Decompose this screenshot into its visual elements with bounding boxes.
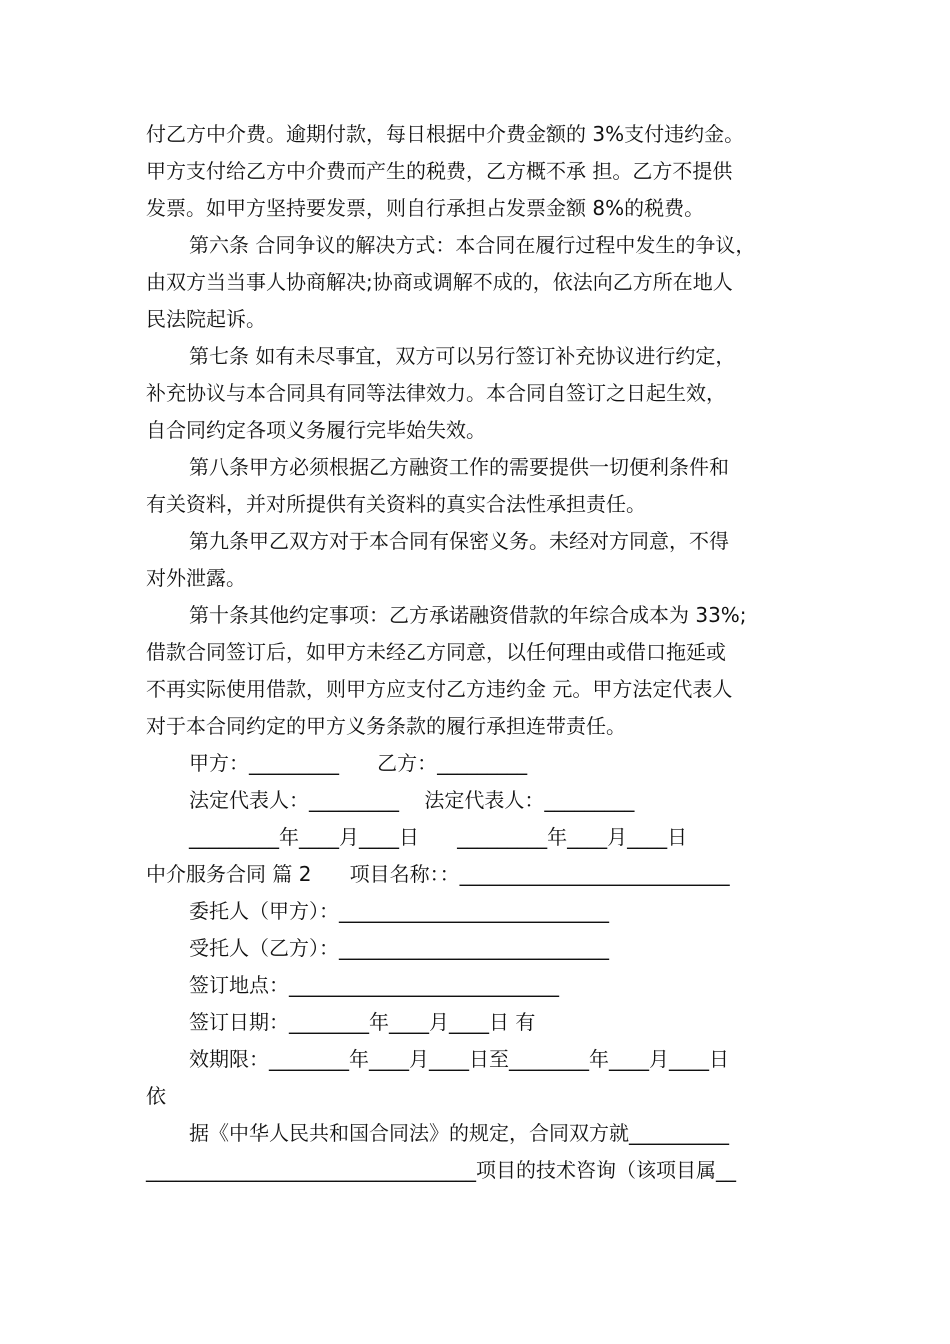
text-line: 有关资料，并对所提供有关资料的真实合法性承担责任。 [146, 492, 646, 516]
signature-line: 法定代表人：_________ 法定代表人：_________ [189, 788, 635, 812]
form-field-line: 签订日期：________年____月____日 有 [189, 1010, 536, 1034]
text-line: 发票。如甲方坚持要发票，则自行承担占发票金额 8%的税费。 [146, 196, 705, 220]
date-line: _________年____月____日 _________年____月____日 [189, 825, 688, 849]
text-line: 借款合同签订后，如甲方未经乙方同意，以任何理由或借口拖延或 [146, 640, 726, 664]
text-line: 对外泄露。 [146, 566, 246, 590]
text-line: 自合同约定各项义务履行完毕始失效。 [146, 418, 486, 442]
text-line: 第十条其他约定事项：乙方承诺融资借款的年综合成本为 33%; [189, 603, 747, 627]
text-line: 据《中华人民共和国合同法》的规定，合同双方就__________ [189, 1121, 729, 1145]
text-line: 第八条甲方必须根据乙方融资工作的需要提供一切便利条件和 [189, 455, 729, 479]
text-line: 对于本合同约定的甲方义务条款的履行承担连带责任。 [146, 714, 626, 738]
form-field-line: 效期限：________年____月____日至________年____月____日 [189, 1047, 729, 1071]
form-field-line: 委托人（甲方）：___________________________ [189, 899, 609, 923]
text-line: _________________________________项目的技术咨询（该项目属__ [146, 1158, 736, 1182]
text-line: 补充协议与本合同具有同等法律效力。本合同自签订之日起生效， [146, 381, 726, 405]
section-heading: 中介服务合同 篇 2 项目名称：：___________________________ [146, 862, 730, 886]
text-line: 依 [146, 1084, 166, 1108]
text-line: 不再实际使用借款，则甲方应支付乙方违约金 元。甲方法定代表人 [146, 677, 733, 701]
text-line: 第六条 合同争议的解决方式：本合同在履行过程中发生的争议， [189, 233, 756, 257]
signature-line: 甲方：_________ 乙方：_________ [189, 751, 528, 775]
text-line: 第九条甲乙双方对于本合同有保密义务。未经对方同意，不得 [189, 529, 729, 553]
form-field-line: 签订地点：___________________________ [189, 973, 559, 997]
text-line: 付乙方中介费。逾期付款，每日根据中介费金额的 3%支付违约金。 [146, 122, 745, 146]
text-line: 第七条 如有未尽事宜，双方可以另行签订补充协议进行约定， [189, 344, 736, 368]
text-line: 甲方支付给乙方中介费而产生的税费，乙方概不承 担。乙方不提供 [146, 159, 733, 183]
text-line: 由双方当当事人协商解决;协商或调解不成的，依法向乙方所在地人 [146, 270, 733, 294]
form-field-line: 受托人（乙方）：___________________________ [189, 936, 609, 960]
text-line: 民法院起诉。 [146, 307, 266, 331]
